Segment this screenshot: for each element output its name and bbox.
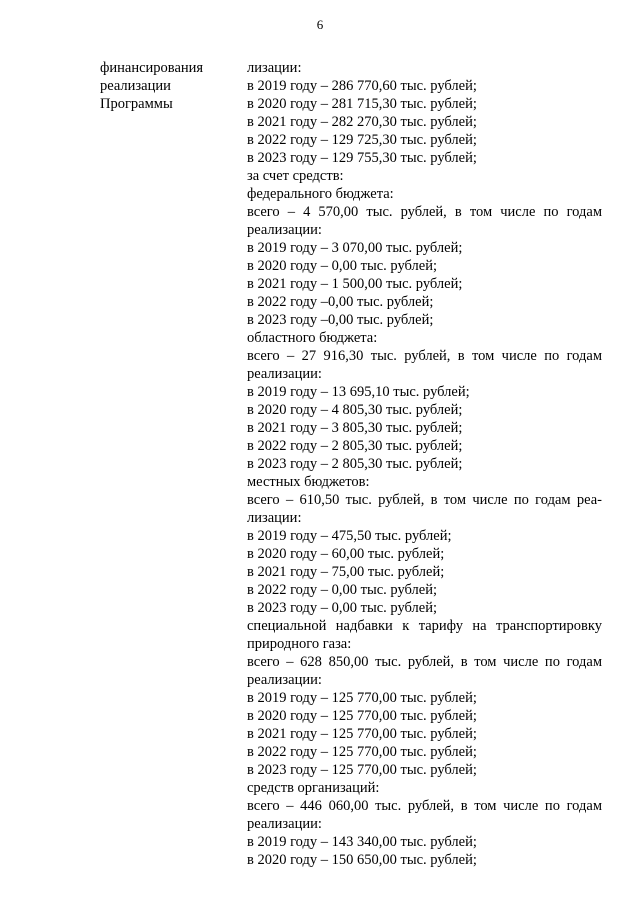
content-line: за счет средств:	[247, 168, 344, 184]
content-line: в 2023 году – 2 805,30 тыс. рублей;	[247, 456, 463, 472]
label-line: финансирования	[100, 60, 204, 76]
content-line: всего – 446 060,00 тыс. рублей, в том числе по годам	[247, 798, 602, 814]
content-line: в 2022 году – 129 725,30 тыс. рублей;	[247, 132, 477, 148]
content-line: в 2019 году – 3 070,00 тыс. рублей;	[247, 240, 463, 256]
content-line: реализации:	[247, 222, 322, 238]
content-line: в 2019 году – 125 770,00 тыс. рублей;	[247, 690, 477, 706]
content-line: в 2020 году – 125 770,00 тыс. рублей;	[247, 708, 477, 724]
content-line: в 2022 году – 125 770,00 тыс. рублей;	[247, 744, 477, 760]
content-line: в 2019 году – 13 695,10 тыс. рублей;	[247, 384, 470, 400]
content-line: в 2019 году – 475,50 тыс. рублей;	[247, 528, 452, 544]
content-line: в 2023 году – 0,00 тыс. рублей;	[247, 600, 438, 616]
passport-row-content	[247, 59, 602, 869]
content-line: в 2020 году – 4 805,30 тыс. рублей;	[247, 402, 463, 418]
content-line: лизации:	[247, 60, 302, 76]
content-line: местных бюджетов:	[247, 474, 370, 490]
content-line: в 2021 году – 3 805,30 тыс. рублей;	[247, 420, 463, 436]
content-line: в 2020 году – 60,00 тыс. рублей;	[247, 546, 445, 562]
content-line: в 2022 году – 2 805,30 тыс. рублей;	[247, 438, 463, 454]
content-line: в 2022 году – 0,00 тыс. рублей;	[247, 582, 438, 598]
content-line: реализации:	[247, 366, 322, 382]
content-line: реализации:	[247, 816, 322, 832]
content-line: в 2020 году – 150 650,00 тыс. рублей;	[247, 852, 477, 868]
content-line: реализации:	[247, 672, 322, 688]
content-line: в 2022 году –0,00 тыс. рублей;	[247, 294, 434, 310]
content-line: в 2023 году – 129 755,30 тыс. рублей;	[247, 150, 477, 166]
content-line: в 2020 году – 0,00 тыс. рублей;	[247, 258, 438, 274]
page-number: 6	[316, 17, 324, 32]
content-line: в 2019 году – 143 340,00 тыс. рублей;	[247, 834, 477, 850]
content-line: в 2021 году – 1 500,00 тыс. рублей;	[247, 276, 463, 292]
content-line: в 2021 году – 125 770,00 тыс. рублей;	[247, 726, 477, 742]
content-line: в 2023 году –0,00 тыс. рублей;	[247, 312, 434, 328]
content-line: всего – 4 570,00 тыс. рублей, в том числе по годам	[247, 204, 602, 220]
content-line: в 2020 году – 281 715,30 тыс. рублей;	[247, 96, 477, 112]
content-line: в 2021 году – 75,00 тыс. рублей;	[247, 564, 445, 580]
label-line: Программы	[100, 96, 173, 112]
content-line: в 2023 году – 125 770,00 тыс. рублей;	[247, 762, 477, 778]
content-line: средств организаций:	[247, 780, 380, 796]
content-line: всего – 628 850,00 тыс. рублей, в том числе по годам	[247, 654, 602, 670]
content-line: федерального бюджета:	[247, 186, 394, 202]
content-line: лизации:	[247, 510, 302, 526]
content-line: в 2021 году – 282 270,30 тыс. рублей;	[247, 114, 477, 130]
content-line: специальной надбавки к тарифу на транспортировку	[247, 618, 602, 634]
label-line: реализации	[100, 78, 171, 94]
content-line: природного газа:	[247, 636, 352, 652]
content-line: в 2019 году – 286 770,60 тыс. рублей;	[247, 78, 477, 94]
content-line: всего – 27 916,30 тыс. рублей, в том числе по годам	[247, 348, 602, 364]
passport-row-label	[100, 59, 240, 113]
content-line: областного бюджета:	[247, 330, 378, 346]
content-line: всего – 610,50 тыс. рублей, в том числе по годам реа-	[247, 492, 602, 508]
